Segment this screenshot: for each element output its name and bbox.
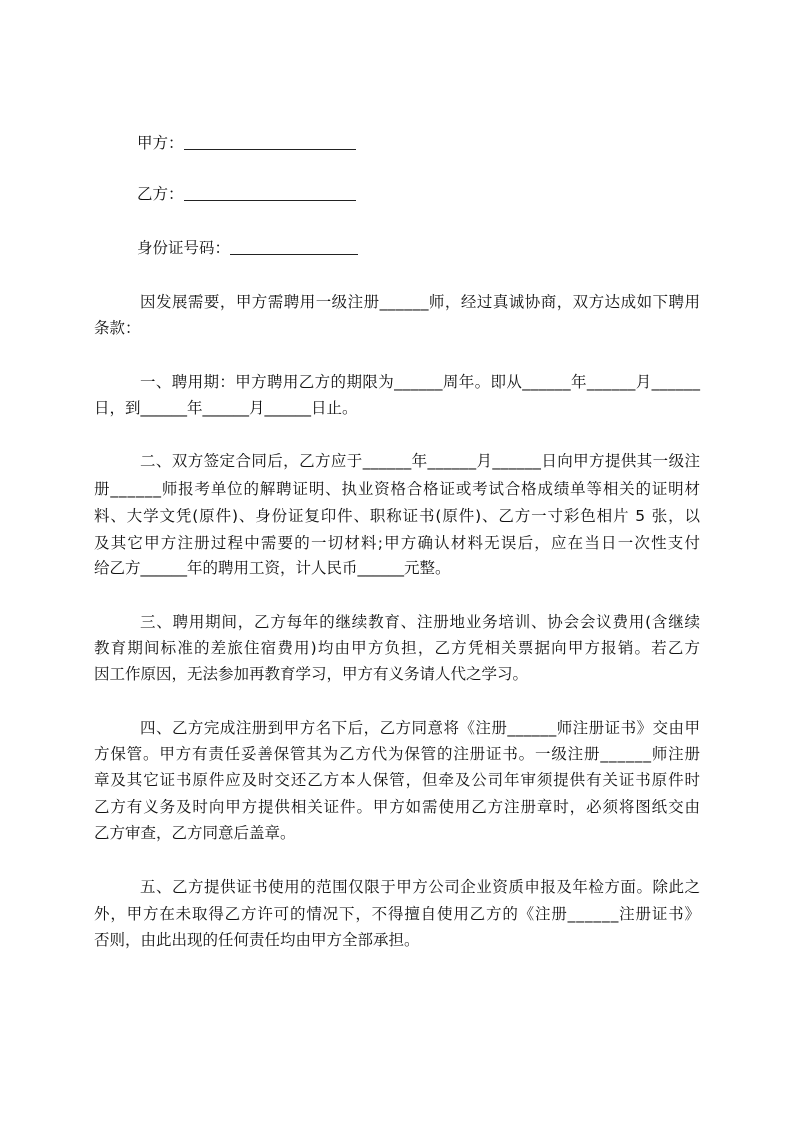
clause-1-line-1: 一、聘用期：甲方聘用乙方的期限为______周年。即从______年______月______: [140, 373, 701, 391]
clause-3-line-3: 因工作原因，无法参加再教育学习，甲方有义务请人代之学习。: [94, 665, 529, 683]
party-b-label: 乙方：: [137, 185, 184, 203]
clause-5-line-1: 五、乙方提供证书使用的范围仅限于甲方公司企业资质申报及年检方面。除此之: [140, 878, 701, 896]
party-a-label: 甲方：: [137, 134, 184, 152]
clause-3-line-2: 教育期间标准的差旅住宿费用)均由甲方负担，乙方凭相关票据向甲方报销。若乙方: [94, 639, 702, 657]
party-b-blank[interactable]: [184, 184, 356, 201]
clause-2-line-4: 及其它甲方注册过程中需要的一切材料;甲方确认材料无误后，应在当日一次性支付: [94, 534, 702, 552]
party-a-blank[interactable]: [184, 133, 356, 150]
intro-line-2: 条款：: [94, 319, 141, 337]
intro-line-1: 因发展需要，甲方需聘用一级注册______师，经过真诚协商，双方达成如下聘用: [140, 293, 701, 311]
clause-5-line-2: 外，甲方在未取得乙方许可的情况下，不得擅自使用乙方的《注册______注册证书》: [94, 905, 701, 923]
party-a-field: [137, 133, 356, 153]
clause-4-line-4: 乙方有义务及时向甲方提供相关证件。甲方如需使用乙方注册章时，必须将图纸交由: [94, 798, 701, 816]
clause-2-line-2: 册______师报考单位的解聘证明、执业资格合格证或考试合格成绩单等相关的证明材: [94, 480, 701, 498]
clause-4-line-5: 乙方审查，乙方同意后盖章。: [94, 824, 296, 842]
party-b-field: [137, 184, 356, 204]
clause-2-line-3: 料、大学文凭(原件)、身份证复印件、职称证书(原件)、乙方一寸彩色相片 5 张，以: [94, 507, 701, 525]
id-number-label: 身份证号码：: [137, 239, 231, 257]
clause-1-line-2: 日，到______年______月______日止。: [94, 399, 358, 417]
clause-5-line-3: 否则，由此出现的任何责任均由甲方全部承担。: [94, 931, 420, 949]
id-number-field: [137, 238, 358, 258]
id-number-blank[interactable]: [230, 238, 358, 255]
clause-4-line-1: 四、乙方完成注册到甲方名下后，乙方同意将《注册______师注册证书》交由甲: [140, 719, 701, 737]
clause-4-line-2: 方保管。甲方有责任妥善保管其为乙方代为保管的注册证书。一级注册______师注册: [94, 745, 701, 763]
clause-2-line-5: 给乙方______年的聘用工资，计人民币______元整。: [94, 559, 451, 577]
clause-2-line-1: 二、双方签定合同后，乙方应于______年______月______日向甲方提供其一级注: [140, 452, 701, 470]
clause-3-line-1: 三、聘用期间，乙方每年的继续教育、注册地业务培训、协会会议费用(含继续: [140, 613, 701, 631]
clause-4-line-3: 章及其它证书原件应及时交还乙方本人保管，但牵及公司年审须提供有关证书原件时: [94, 771, 701, 789]
